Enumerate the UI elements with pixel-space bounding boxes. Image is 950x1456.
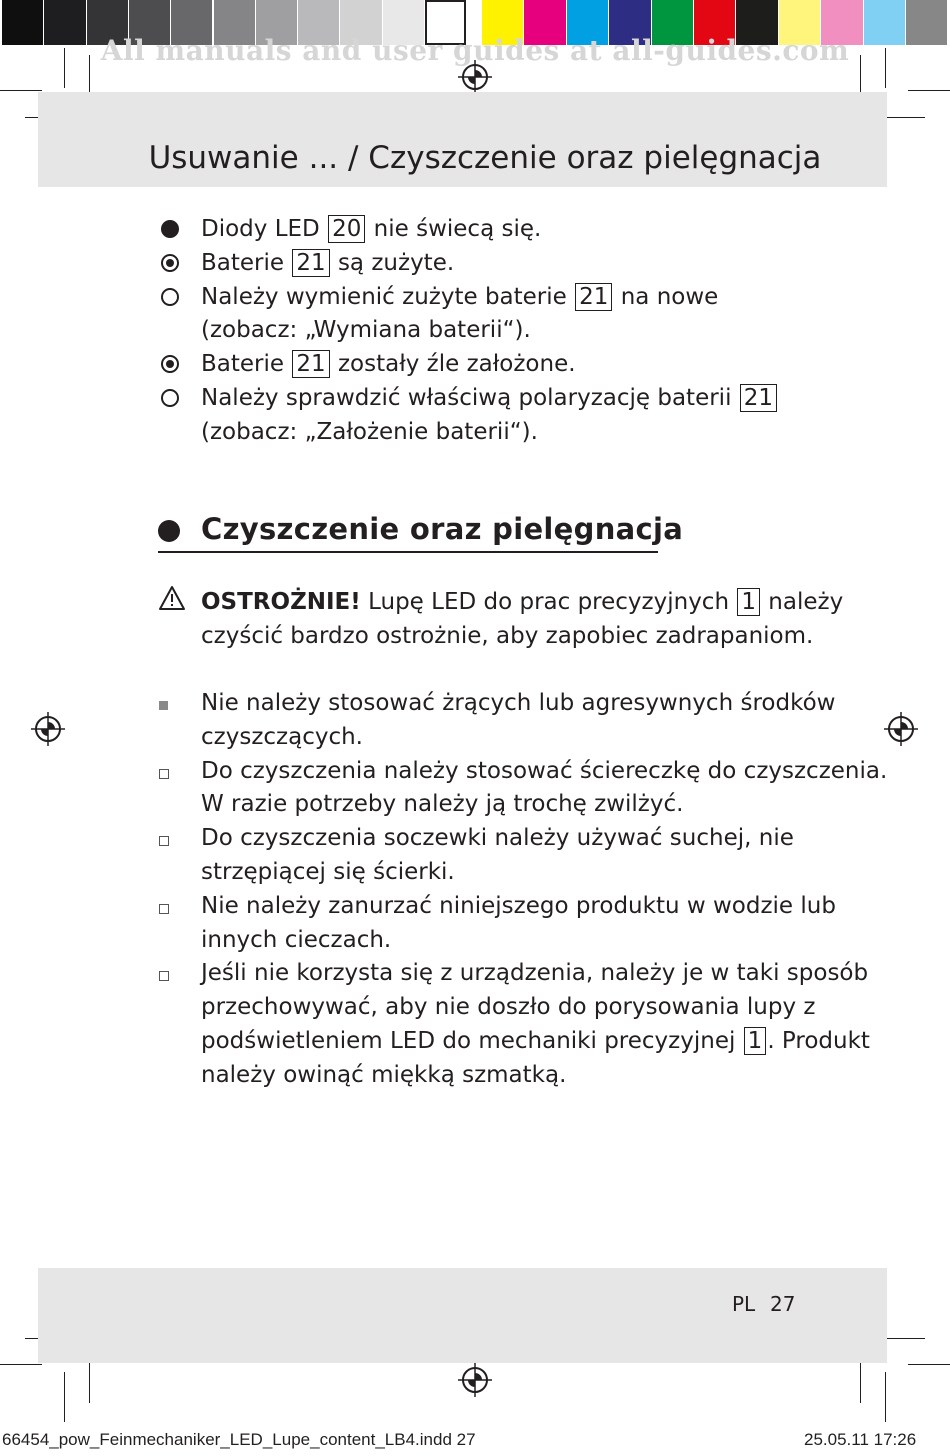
part-reference: 21 bbox=[292, 249, 329, 277]
square-bullet-open-icon bbox=[159, 769, 169, 779]
text-segment: W razie potrzeby należy ją trochę zwilżyć. bbox=[201, 791, 684, 818]
text-segment: podświetleniem LED do mechaniki precyzyjnej bbox=[201, 1028, 743, 1054]
bullet-open-icon bbox=[161, 389, 179, 407]
text-line bbox=[201, 720, 363, 754]
registration-mark-icon bbox=[458, 1363, 492, 1397]
registration-mark-icon bbox=[884, 712, 918, 746]
text-segment: Do czyszczenia należy stosować ściereczkę do czyszczenia. bbox=[201, 757, 888, 784]
crop-mark bbox=[908, 1364, 950, 1365]
crop-mark bbox=[0, 1364, 42, 1365]
text-segment: Baterie bbox=[201, 351, 292, 378]
bullet-filled-icon bbox=[161, 220, 179, 238]
crop-mark bbox=[885, 1372, 886, 1422]
crop-mark bbox=[89, 1358, 90, 1403]
text-line bbox=[201, 821, 794, 855]
imprint-date: 25.05.11 17:26 bbox=[804, 1430, 917, 1449]
part-reference: 21 bbox=[740, 384, 777, 412]
page-number: 27 bbox=[770, 1292, 796, 1316]
text-segment: Nie należy stosować żrących lub agresywnych środków bbox=[201, 690, 836, 716]
text-segment: należy owinąć miękką szmatką. bbox=[201, 1061, 567, 1088]
text-line bbox=[201, 1024, 870, 1058]
text-line bbox=[201, 381, 778, 415]
crop-mark bbox=[908, 90, 950, 91]
crop-mark bbox=[0, 90, 42, 91]
text-line bbox=[201, 754, 887, 788]
warning-label: OSTROŻNIE! bbox=[201, 589, 361, 615]
text-line bbox=[201, 855, 455, 889]
part-reference: 1 bbox=[744, 1027, 767, 1055]
part-reference: 20 bbox=[328, 215, 365, 243]
text-segment: innych cieczach. bbox=[201, 926, 392, 953]
text-segment: Diody LED bbox=[201, 216, 328, 242]
footer-band bbox=[38, 1268, 887, 1363]
text-line bbox=[201, 889, 836, 923]
text-line bbox=[201, 1058, 566, 1092]
warning-line-1 bbox=[201, 585, 843, 619]
text-line bbox=[201, 990, 815, 1024]
registration-mark-icon bbox=[458, 60, 492, 94]
warning-text: należy bbox=[760, 589, 844, 615]
page-title: Usuwanie ... / Czyszczenie oraz pielęgnacja bbox=[148, 140, 822, 176]
part-reference: 21 bbox=[575, 283, 612, 311]
part-reference: 21 bbox=[292, 350, 329, 378]
text-line bbox=[201, 923, 391, 957]
text-line bbox=[201, 787, 683, 821]
watermark: All manuals and user guides at all-guides.com bbox=[100, 34, 850, 67]
square-bullet-open-icon bbox=[159, 904, 169, 914]
section-underline bbox=[158, 551, 658, 553]
text-segment: Baterie bbox=[201, 249, 292, 276]
text-segment: przechowywać, aby nie doszło do porysowania lupy z bbox=[201, 994, 816, 1021]
text-segment: Należy wymienić zużyte baterie bbox=[201, 283, 575, 310]
registration-mark-icon bbox=[31, 712, 65, 746]
square-bullet-open-icon bbox=[159, 836, 169, 846]
bullet-open-icon bbox=[161, 288, 179, 306]
text-segment: czyszczących. bbox=[201, 723, 363, 750]
text-segment: Do czyszczenia soczewki należy używać suchej, nie bbox=[201, 825, 794, 852]
square-bullet-open-icon bbox=[159, 971, 169, 981]
part-reference: 1 bbox=[737, 588, 760, 616]
warning-line-2: czyścić bardzo ostrożnie, aby zapobiec zadrapaniom. bbox=[201, 623, 814, 649]
crop-mark bbox=[64, 1372, 65, 1422]
text-line bbox=[201, 280, 718, 314]
text-segment: nie świecą się. bbox=[366, 216, 542, 242]
text-line bbox=[201, 246, 454, 280]
text-line bbox=[201, 212, 541, 246]
text-segment: (zobacz: „Wymiana baterii“). bbox=[201, 317, 531, 344]
text-segment: są zużyte. bbox=[330, 249, 455, 276]
text-line bbox=[201, 415, 538, 449]
text-line bbox=[201, 686, 835, 720]
text-segment: Nie należy zanurzać niniejszego produktu w wodzie lub bbox=[201, 892, 836, 919]
warning-triangle-icon bbox=[158, 585, 186, 611]
language-code: PL bbox=[732, 1292, 756, 1316]
warning-text: Lupę LED do prac precyzyjnych bbox=[360, 589, 737, 615]
crop-mark bbox=[885, 48, 886, 88]
section-bullet-icon bbox=[158, 520, 180, 542]
text-segment: . Produkt bbox=[767, 1028, 870, 1054]
section-heading: Czyszczenie oraz pielęgnacja bbox=[201, 512, 684, 546]
crop-mark bbox=[64, 48, 65, 88]
bullet-target-icon bbox=[161, 254, 179, 272]
text-segment: Należy sprawdzić właściwą polaryzację baterii bbox=[201, 385, 739, 411]
text-segment: (zobacz: „Założenie baterii“). bbox=[201, 418, 538, 445]
imprint-filename: 66454_pow_Feinmechaniker_LED_Lupe_content_LB4.indd 27 bbox=[2, 1430, 476, 1449]
text-segment: na nowe bbox=[613, 283, 719, 310]
crop-mark bbox=[860, 1358, 861, 1403]
bullet-target-icon bbox=[161, 355, 179, 373]
text-line bbox=[201, 956, 868, 990]
text-segment: Jeśli nie korzysta się z urządzenia, należy je w taki sposób bbox=[201, 960, 869, 987]
square-bullet-filled-icon bbox=[159, 701, 168, 710]
text-line bbox=[201, 347, 576, 381]
text-segment: strzępiącej się ścierki. bbox=[201, 859, 455, 885]
text-line bbox=[201, 313, 531, 347]
text-segment: zostały źle założone. bbox=[330, 351, 576, 378]
